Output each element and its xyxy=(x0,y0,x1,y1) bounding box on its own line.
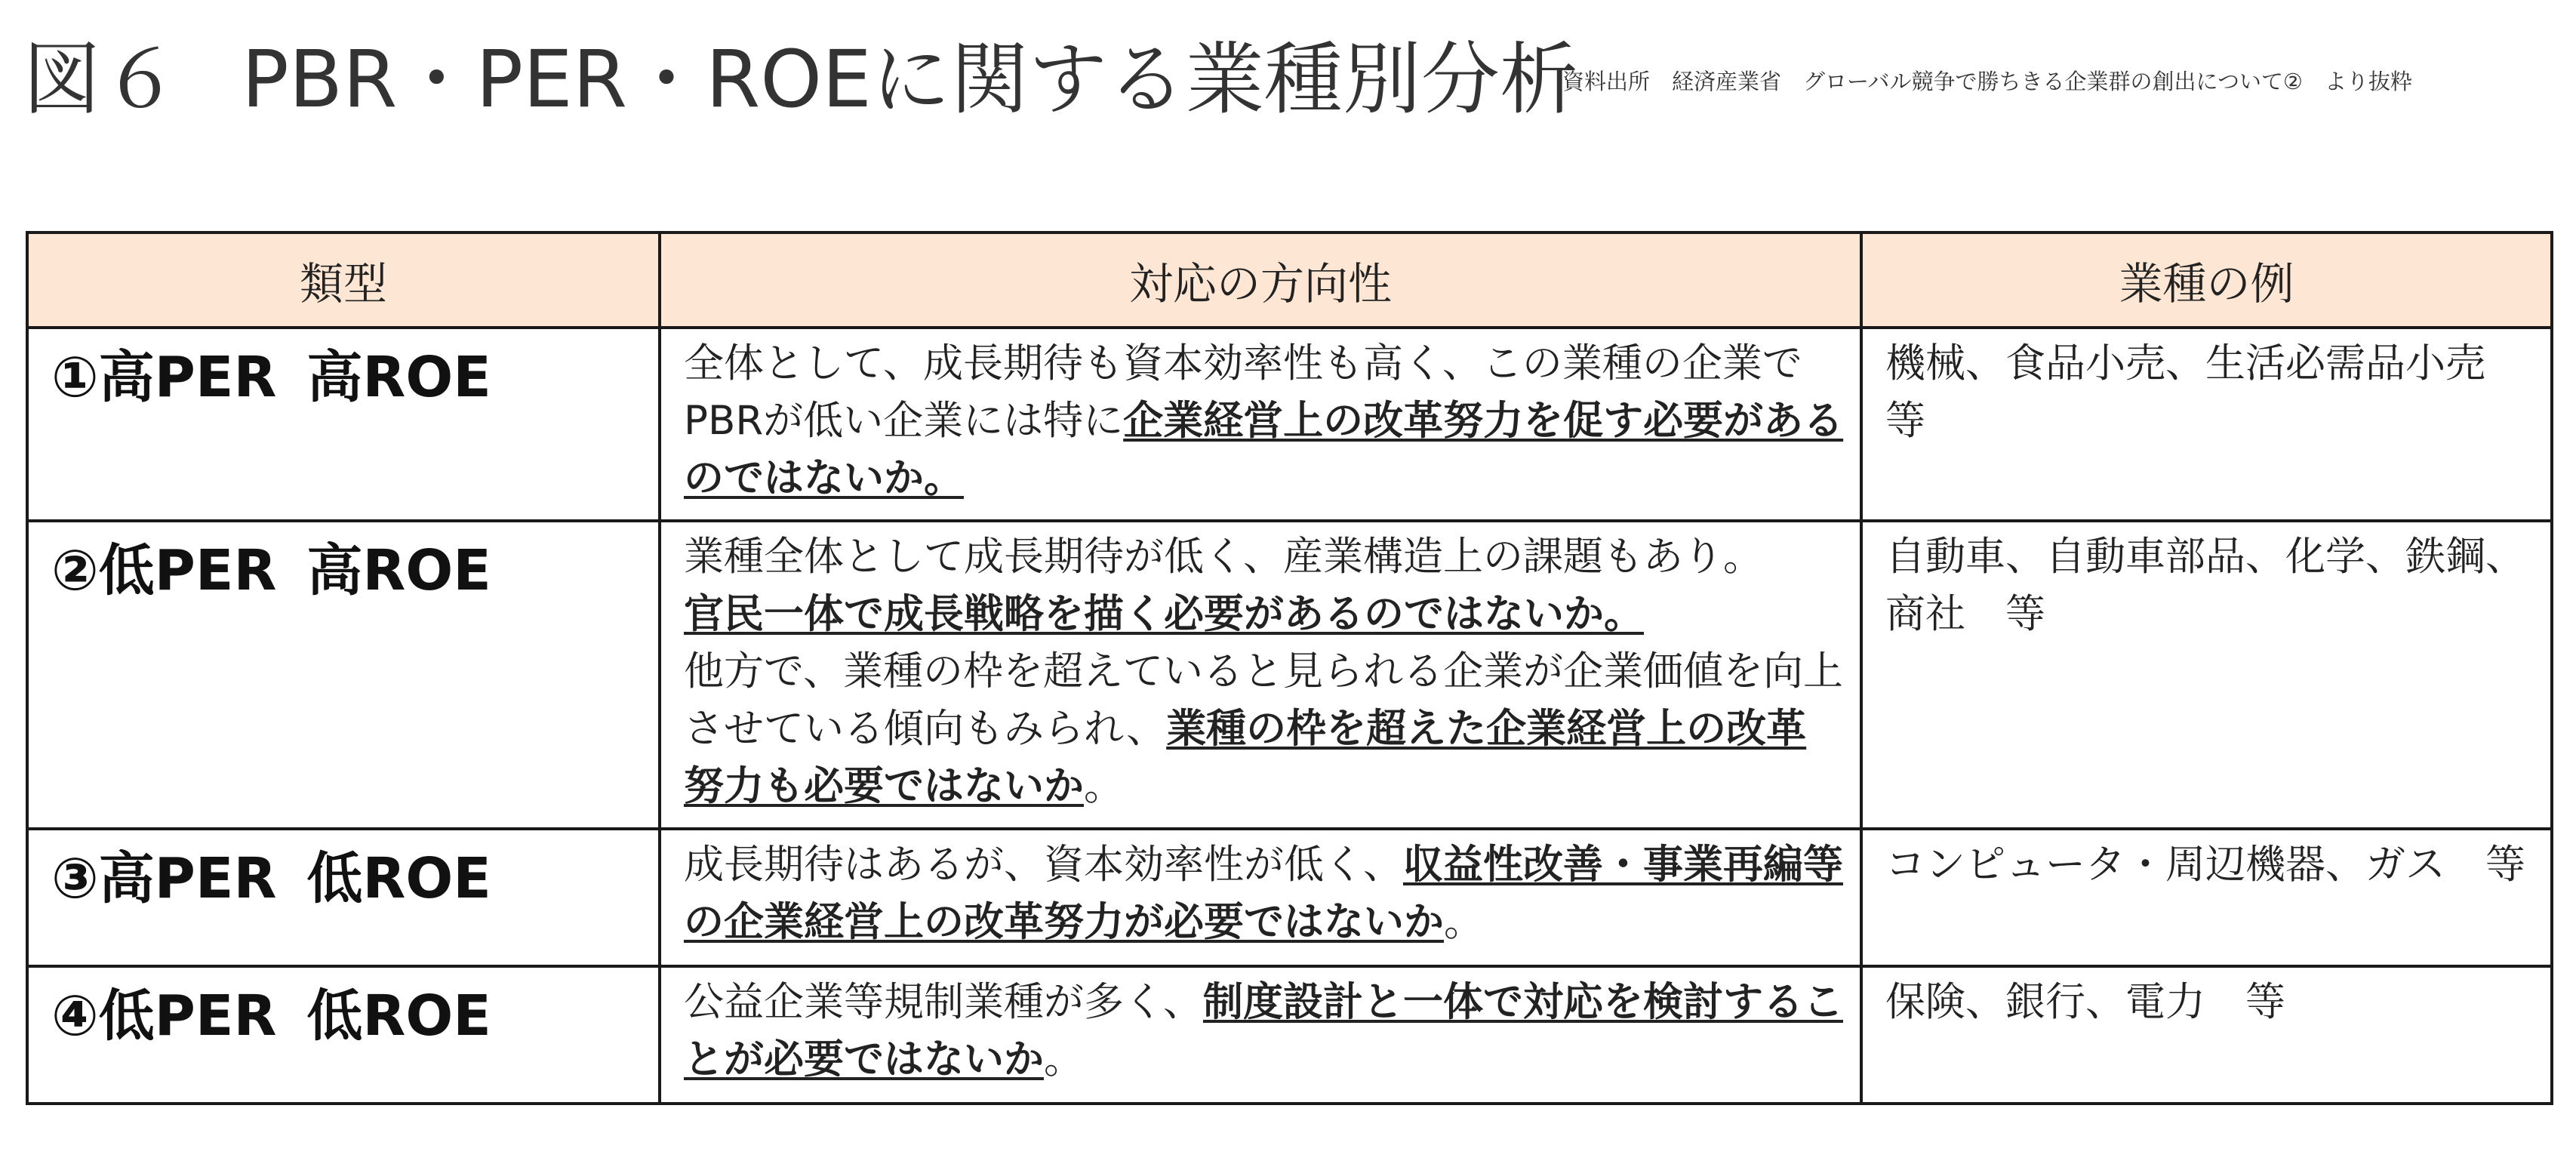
type-per-label: ①高PER xyxy=(51,345,277,410)
type-roe-label: 低ROE xyxy=(306,984,491,1048)
type-roe-label: 低ROE xyxy=(306,846,491,911)
direction-text-end: 。 xyxy=(1444,899,1484,945)
examples-cell: 機械、食品小売、生活必需品小売 等 xyxy=(1861,328,2552,521)
direction-cell xyxy=(660,328,1861,521)
direction-emphasis: 業種の枠を超えた企業経営上の改革努力も必要ではないか xyxy=(684,706,1807,809)
direction-text-end: 。 xyxy=(1044,1036,1084,1082)
type-cell xyxy=(27,328,660,521)
examples-cell: コンピュータ・周辺機器、ガス 等 xyxy=(1861,829,2552,966)
table-row xyxy=(27,966,2552,1104)
type-roe-label: 高ROE xyxy=(306,538,491,603)
type-roe-label: 高ROE xyxy=(306,345,491,410)
direction-emphasis: 収益性改善・事業再編等の企業経営上の改革努力が必要ではないか xyxy=(684,842,1843,945)
direction-emphasis: 企業経営上の改革努力を促す必要があるのではないか。 xyxy=(684,398,1844,501)
type-per-label: ②低PER xyxy=(51,538,277,603)
table-row xyxy=(27,829,2552,966)
direction-text: 業種全体として成長期待が低く、産業構造上の課題もあり。 xyxy=(684,534,1763,580)
page-header xyxy=(23,30,2544,128)
direction-emphasis: 制度設計と一体で対応を検討することが必要ではないか xyxy=(684,979,1843,1082)
table-row xyxy=(27,328,2552,521)
direction-text-end: 。 xyxy=(1084,763,1124,809)
direction-text: 全体として、成長期待も資本効率性も高く、この業種の企業でPBRが低い企業には特に xyxy=(684,340,1802,444)
direction-text: 他方で、業種の枠を超えていると見られる企業が企業価値を向上させている傾向もみられ、 xyxy=(684,648,1843,752)
analysis-table xyxy=(26,231,2553,1105)
type-cell xyxy=(27,829,660,966)
type-per-label: ③高PER xyxy=(51,846,277,911)
direction-cell xyxy=(660,829,1861,966)
column-header-examples: 業種の例 xyxy=(1861,232,2552,328)
type-cell xyxy=(27,521,660,829)
examples-cell: 自動車、自動車部品、化学、鉄鋼、商社 等 xyxy=(1861,521,2552,829)
figure-label: 図６ xyxy=(23,33,180,125)
direction-text: 成長期待はあるが、資本効率性が低く、 xyxy=(684,842,1403,888)
direction-cell xyxy=(660,966,1861,1104)
type-per-label: ④低PER xyxy=(51,984,277,1048)
direction-emphasis: 官民一体で成長戦略を描く必要があるのではないか。 xyxy=(684,591,1644,637)
column-header-direction: 対応の方向性 xyxy=(660,232,1861,328)
direction-text: 公益企業等規制業種が多く、 xyxy=(684,979,1203,1025)
table-header-row xyxy=(27,232,2552,328)
direction-cell xyxy=(660,521,1861,829)
source-note: 資料出所 経済産業省 グローバル競争で勝ちきる企業群の創出について② より抜粋 xyxy=(1562,69,2412,94)
page-title: PBR・PER・ROEに関する業種別分析 xyxy=(242,33,1578,125)
table-row xyxy=(27,521,2552,829)
type-cell xyxy=(27,966,660,1104)
column-header-type: 類型 xyxy=(27,232,660,328)
examples-cell: 保険、銀行、電力 等 xyxy=(1861,966,2552,1104)
